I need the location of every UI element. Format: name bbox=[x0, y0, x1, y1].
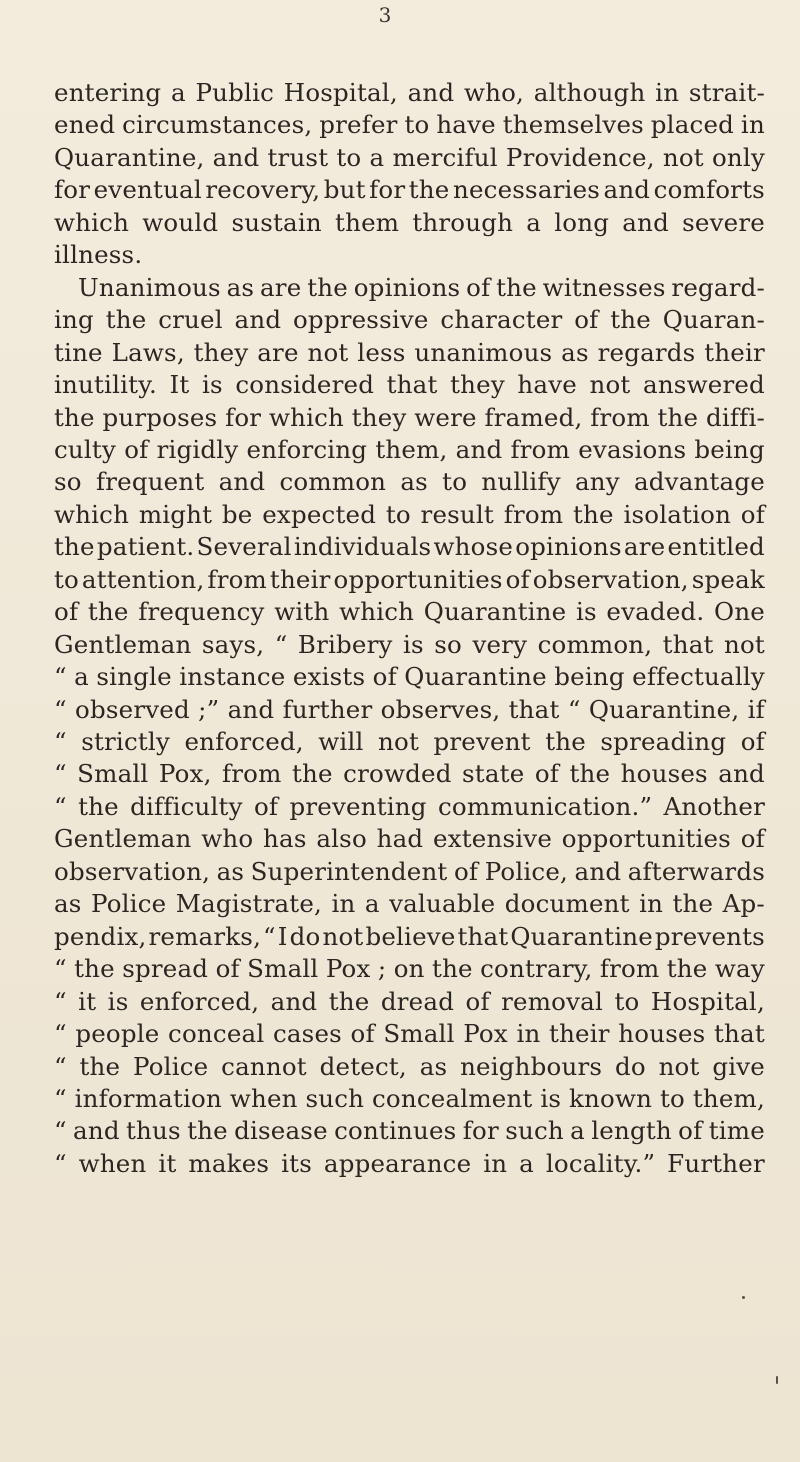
text-line: observation, as Superintendent of Police, and afterwards bbox=[54, 856, 765, 886]
text-line: of the frequency with which Quarantine is evaded. One bbox=[54, 597, 765, 627]
ink-speck bbox=[742, 1296, 745, 1299]
text-line: illness. bbox=[54, 240, 143, 270]
text-line: “ the spread of Small Pox ; on the contrary, from the way bbox=[54, 954, 765, 984]
text-line: for eventual recovery, but for the necessaries and comforts bbox=[54, 175, 765, 205]
text-line: “ the Police cannot detect, as neighbours do not give bbox=[54, 1051, 765, 1081]
text-line: “ Small Pox, from the crowded state of the houses and bbox=[54, 759, 765, 789]
text-line: Unanimous as are the opinions of the witnesses regard- bbox=[78, 272, 765, 302]
text-line: “ the difficulty of preventing communication.” Another bbox=[54, 791, 765, 821]
text-line: “ people conceal cases of Small Pox in their houses that bbox=[54, 1019, 765, 1049]
ink-speck bbox=[776, 1376, 778, 1384]
text-line: which would sustain them through a long and severe bbox=[54, 207, 765, 237]
text-line: tine Laws, they are not less unanimous as regards their bbox=[54, 337, 765, 367]
text-line: as Police Magistrate, in a valuable document in the Ap- bbox=[54, 889, 765, 919]
text-line: entering a Public Hospital, and who, although in strait- bbox=[54, 78, 765, 107]
text-line: “ information when such concealment is known to them, bbox=[54, 1083, 765, 1113]
text-line: to attention, from their opportunities of observation, speak bbox=[54, 564, 765, 594]
text-line: Gentleman who has also had extensive opportunities of bbox=[54, 824, 765, 854]
text-line: inutility. It is considered that they have not answered bbox=[54, 370, 765, 400]
text-line: the patient. Several individuals whose opinions are entitled bbox=[54, 532, 765, 562]
page-number: 3 bbox=[378, 3, 392, 27]
text-line: ing the cruel and oppressive character of the Quaran- bbox=[54, 305, 765, 335]
text-line: “ and thus the disease continues for such a length of time bbox=[54, 1116, 765, 1146]
text-line: which might be expected to result from the isolation of bbox=[54, 499, 765, 529]
text-line: “ when it makes its appearance in a locality.” Further bbox=[54, 1148, 765, 1178]
text-line: “ it is enforced, and the dread of removal to Hospital, bbox=[54, 986, 765, 1016]
text-line: Quarantine, and trust to a merciful Providence, not only bbox=[54, 142, 765, 172]
text-line: “ a single instance exists of Quarantine being effectually bbox=[54, 662, 765, 692]
text-line: pendix, remarks, “ I do not believe that Quarantine prevents bbox=[54, 921, 765, 951]
text-line: Gentleman says, “ Bribery is so very common, that not bbox=[54, 629, 765, 659]
text-line: “ observed ;” and further observes, that “ Quarantine, if bbox=[54, 694, 765, 724]
text-line: culty of rigidly enforcing them, and from evasions being bbox=[54, 434, 765, 464]
text-line: ened circumstances, prefer to have themselves placed in bbox=[54, 110, 765, 140]
text-line: the purposes for which they were framed, from the diffi- bbox=[54, 402, 765, 432]
text-line: “ strictly enforced, will not prevent the spreading of bbox=[54, 727, 765, 756]
text-line: so frequent and common as to nullify any advantage bbox=[54, 467, 765, 497]
